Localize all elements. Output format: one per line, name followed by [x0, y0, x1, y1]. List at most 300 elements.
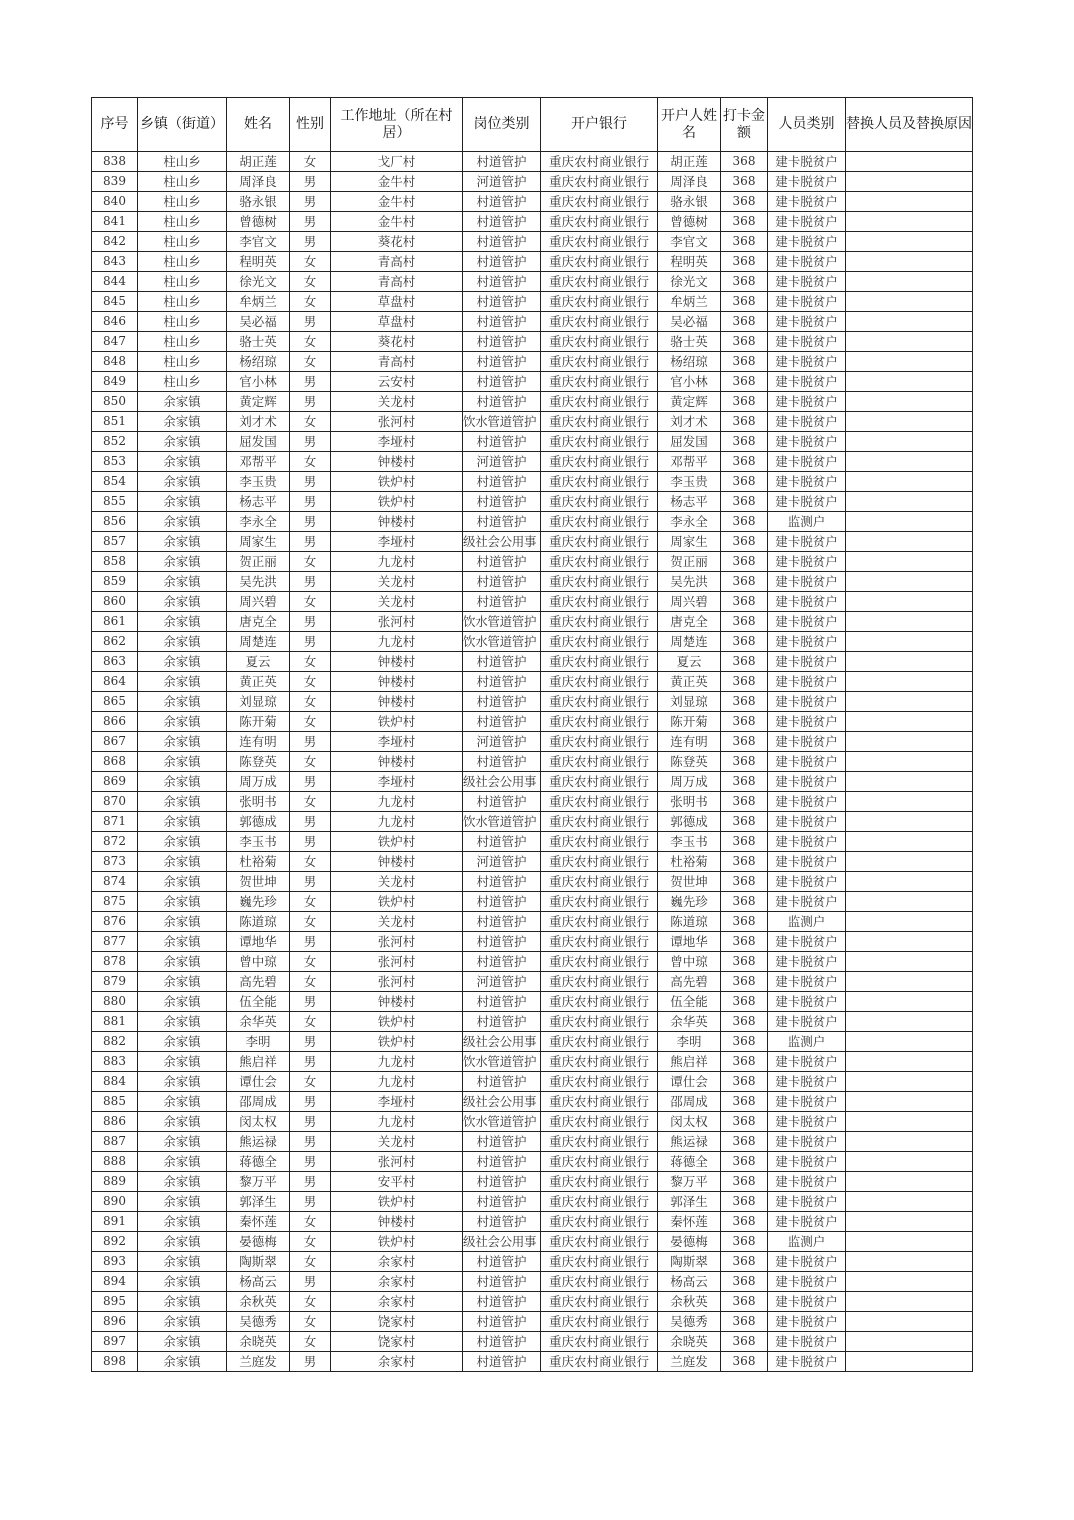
name-cell: 张明书 [227, 792, 290, 812]
table-row [92, 352, 973, 372]
work-address-cell: 云安村 [331, 372, 463, 392]
work-address-cell: 钟楼村 [331, 992, 463, 1012]
person-type-cell: 建卡脱贫户 [768, 1192, 846, 1212]
gender-cell: 女 [290, 292, 331, 312]
name-cell: 黎万平 [227, 1172, 290, 1192]
post-type-cell: 村道管护 [463, 872, 541, 892]
name-cell: 杨志平 [227, 492, 290, 512]
table-row [92, 472, 973, 492]
gender-cell: 男 [290, 532, 331, 552]
amount-cell: 368 [721, 732, 768, 752]
account-holder-cell: 熊启祥 [658, 1052, 721, 1072]
table-row [92, 312, 973, 332]
name-cell: 杨高云 [227, 1272, 290, 1292]
gender-cell: 女 [290, 412, 331, 432]
table-row [92, 1192, 973, 1212]
name-cell: 熊启祥 [227, 1052, 290, 1072]
replacement-cell [846, 172, 973, 192]
gender-cell: 女 [290, 1252, 331, 1272]
name-cell: 谭地华 [227, 932, 290, 952]
gender-cell: 男 [290, 1192, 331, 1212]
township-cell: 余家镇 [138, 852, 227, 872]
index-cell: 842 [92, 232, 138, 252]
township-cell: 柱山乡 [138, 292, 227, 312]
replacement-cell [846, 512, 973, 532]
account-holder-cell: 贺正丽 [658, 552, 721, 572]
post-type-cell: 村道管护 [463, 352, 541, 372]
bank-cell: 重庆农村商业银行 [541, 1072, 658, 1092]
township-cell: 余家镇 [138, 912, 227, 932]
index-cell: 841 [92, 212, 138, 232]
replacement-cell [846, 432, 973, 452]
replacement-cell [846, 1012, 973, 1032]
township-cell: 余家镇 [138, 612, 227, 632]
gender-cell: 女 [290, 1312, 331, 1332]
person-type-cell: 建卡脱贫户 [768, 1152, 846, 1172]
person-type-cell: 建卡脱贫户 [768, 312, 846, 332]
account-holder-cell: 兰庭发 [658, 1352, 721, 1372]
amount-cell: 368 [721, 852, 768, 872]
index-cell: 847 [92, 332, 138, 352]
work-address-cell: 钟楼村 [331, 752, 463, 772]
bank-cell: 重庆农村商业银行 [541, 552, 658, 572]
table-row [92, 952, 973, 972]
table-row [92, 1092, 973, 1112]
replacement-cell [846, 1232, 973, 1252]
account-holder-cell: 张明书 [658, 792, 721, 812]
work-address-cell: 钟楼村 [331, 672, 463, 692]
bank-cell: 重庆农村商业银行 [541, 712, 658, 732]
name-cell: 郭泽生 [227, 1192, 290, 1212]
account-holder-cell: 周万成 [658, 772, 721, 792]
post-type-cell: 村道管护 [463, 1152, 541, 1172]
work-address-cell: 铁炉村 [331, 1232, 463, 1252]
person-type-cell: 建卡脱贫户 [768, 672, 846, 692]
person-type-cell: 建卡脱贫户 [768, 712, 846, 732]
township-cell: 余家镇 [138, 552, 227, 572]
table-row [92, 812, 973, 832]
work-address-cell: 余家村 [331, 1272, 463, 1292]
replacement-cell [846, 1112, 973, 1132]
table-row [92, 912, 973, 932]
table-row [92, 572, 973, 592]
amount-cell: 368 [721, 512, 768, 532]
header-col-bank: 开户银行 [541, 98, 658, 152]
account-holder-cell: 黄定辉 [658, 392, 721, 412]
work-address-cell: 金牛村 [331, 212, 463, 232]
gender-cell: 女 [290, 1072, 331, 1092]
bank-cell: 重庆农村商业银行 [541, 352, 658, 372]
post-type-cell: 河道管护 [463, 452, 541, 472]
person-type-cell: 建卡脱贫户 [768, 812, 846, 832]
replacement-cell [846, 532, 973, 552]
account-holder-cell: 周兴碧 [658, 592, 721, 612]
name-cell: 秦怀莲 [227, 1212, 290, 1232]
work-address-cell: 铁炉村 [331, 832, 463, 852]
name-cell: 李明 [227, 1032, 290, 1052]
gender-cell: 男 [290, 1152, 331, 1172]
amount-cell: 368 [721, 272, 768, 292]
post-type-cell: 级社会公用事 [463, 1092, 541, 1112]
bank-cell: 重庆农村商业银行 [541, 832, 658, 852]
account-holder-cell: 蒋德全 [658, 1152, 721, 1172]
bank-cell: 重庆农村商业银行 [541, 172, 658, 192]
person-type-cell: 建卡脱贫户 [768, 1112, 846, 1132]
replacement-cell [846, 792, 973, 812]
table-row [92, 412, 973, 432]
work-address-cell: 张河村 [331, 1152, 463, 1172]
person-type-cell: 建卡脱贫户 [768, 1212, 846, 1232]
index-cell: 855 [92, 492, 138, 512]
index-cell: 871 [92, 812, 138, 832]
gender-cell: 男 [290, 832, 331, 852]
account-holder-cell: 曾德树 [658, 212, 721, 232]
post-type-cell: 级社会公用事 [463, 772, 541, 792]
table-row [92, 692, 973, 712]
replacement-cell [846, 492, 973, 512]
gender-cell: 男 [290, 512, 331, 532]
post-type-cell: 村道管护 [463, 1192, 541, 1212]
person-type-cell: 建卡脱贫户 [768, 392, 846, 412]
index-cell: 882 [92, 1032, 138, 1052]
index-cell: 878 [92, 952, 138, 972]
gender-cell: 男 [290, 232, 331, 252]
table-row [92, 1332, 973, 1352]
index-cell: 892 [92, 1232, 138, 1252]
replacement-cell [846, 472, 973, 492]
post-type-cell: 村道管护 [463, 792, 541, 812]
index-cell: 843 [92, 252, 138, 272]
work-address-cell: 安平村 [331, 1172, 463, 1192]
gender-cell: 女 [290, 792, 331, 812]
bank-cell: 重庆农村商业银行 [541, 632, 658, 652]
work-address-cell: 钟楼村 [331, 652, 463, 672]
index-cell: 884 [92, 1072, 138, 1092]
person-type-cell: 建卡脱贫户 [768, 212, 846, 232]
header-col-post-type: 岗位类别 [463, 98, 541, 152]
post-type-cell: 村道管护 [463, 932, 541, 952]
account-holder-cell: 余晓英 [658, 1332, 721, 1352]
gender-cell: 男 [290, 312, 331, 332]
gender-cell: 女 [290, 752, 331, 772]
post-type-cell: 村道管护 [463, 1292, 541, 1312]
account-holder-cell: 谭地华 [658, 932, 721, 952]
gender-cell: 男 [290, 432, 331, 452]
bank-cell: 重庆农村商业银行 [541, 872, 658, 892]
replacement-cell [846, 812, 973, 832]
gender-cell: 女 [290, 852, 331, 872]
gender-cell: 男 [290, 812, 331, 832]
amount-cell: 368 [721, 1132, 768, 1152]
township-cell: 余家镇 [138, 892, 227, 912]
person-type-cell: 建卡脱贫户 [768, 152, 846, 172]
gender-cell: 男 [290, 772, 331, 792]
work-address-cell: 钟楼村 [331, 692, 463, 712]
work-address-cell: 钟楼村 [331, 452, 463, 472]
amount-cell: 368 [721, 812, 768, 832]
work-address-cell: 钟楼村 [331, 512, 463, 532]
person-type-cell: 建卡脱贫户 [768, 972, 846, 992]
index-cell: 860 [92, 592, 138, 612]
post-type-cell: 村道管护 [463, 152, 541, 172]
person-type-cell: 建卡脱贫户 [768, 292, 846, 312]
name-cell: 闵太权 [227, 1112, 290, 1132]
replacement-cell [846, 752, 973, 772]
bank-cell: 重庆农村商业银行 [541, 532, 658, 552]
name-cell: 郭德成 [227, 812, 290, 832]
account-holder-cell: 胡正莲 [658, 152, 721, 172]
account-holder-cell: 刘显琼 [658, 692, 721, 712]
name-cell: 刘才术 [227, 412, 290, 432]
name-cell: 李玉书 [227, 832, 290, 852]
township-cell: 余家镇 [138, 972, 227, 992]
account-holder-cell: 吴德秀 [658, 1312, 721, 1332]
replacement-cell [846, 1312, 973, 1332]
table-row [92, 972, 973, 992]
gender-cell: 男 [290, 632, 331, 652]
post-type-cell: 河道管护 [463, 732, 541, 752]
name-cell: 杜裕菊 [227, 852, 290, 872]
work-address-cell: 关龙村 [331, 912, 463, 932]
table-row [92, 1012, 973, 1032]
table-row [92, 1212, 973, 1232]
bank-cell: 重庆农村商业银行 [541, 972, 658, 992]
person-type-cell: 建卡脱贫户 [768, 992, 846, 1012]
name-cell: 连有明 [227, 732, 290, 752]
index-cell: 839 [92, 172, 138, 192]
index-cell: 870 [92, 792, 138, 812]
person-type-cell: 建卡脱贫户 [768, 692, 846, 712]
account-holder-cell: 周家生 [658, 532, 721, 552]
gender-cell: 男 [290, 1352, 331, 1372]
person-type-cell: 建卡脱贫户 [768, 1072, 846, 1092]
post-type-cell: 河道管护 [463, 172, 541, 192]
work-address-cell: 戈厂村 [331, 152, 463, 172]
replacement-cell [846, 612, 973, 632]
person-type-cell: 建卡脱贫户 [768, 612, 846, 632]
replacement-cell [846, 452, 973, 472]
post-type-cell: 饮水管道管护 [463, 632, 541, 652]
township-cell: 余家镇 [138, 1132, 227, 1152]
name-cell: 吴先洪 [227, 572, 290, 592]
index-cell: 869 [92, 772, 138, 792]
table-row [92, 1172, 973, 1192]
index-cell: 888 [92, 1152, 138, 1172]
replacement-cell [846, 1292, 973, 1312]
post-type-cell: 村道管护 [463, 992, 541, 1012]
table-row [92, 632, 973, 652]
amount-cell: 368 [721, 1072, 768, 1092]
bank-cell: 重庆农村商业银行 [541, 1092, 658, 1112]
name-cell: 吴必福 [227, 312, 290, 332]
township-cell: 余家镇 [138, 1212, 227, 1232]
work-address-cell: 张河村 [331, 952, 463, 972]
bank-cell: 重庆农村商业银行 [541, 1152, 658, 1172]
work-address-cell: 铁炉村 [331, 1012, 463, 1032]
replacement-cell [846, 772, 973, 792]
name-cell: 周万成 [227, 772, 290, 792]
index-cell: 857 [92, 532, 138, 552]
amount-cell: 368 [721, 712, 768, 732]
post-type-cell: 村道管护 [463, 1172, 541, 1192]
gender-cell: 女 [290, 1232, 331, 1252]
account-holder-cell: 郭德成 [658, 812, 721, 832]
gender-cell: 男 [290, 1272, 331, 1292]
table-body [92, 152, 973, 1372]
name-cell: 蒋德全 [227, 1152, 290, 1172]
index-cell: 838 [92, 152, 138, 172]
table-row [92, 992, 973, 1012]
header-col-township: 乡镇（街道） [138, 98, 227, 152]
name-cell: 李永全 [227, 512, 290, 532]
person-type-cell: 建卡脱贫户 [768, 652, 846, 672]
amount-cell: 368 [721, 152, 768, 172]
gender-cell: 男 [290, 612, 331, 632]
account-holder-cell: 李玉书 [658, 832, 721, 852]
table-row [92, 292, 973, 312]
name-cell: 周泽良 [227, 172, 290, 192]
post-type-cell: 饮水管道管护 [463, 1052, 541, 1072]
gender-cell: 男 [290, 572, 331, 592]
work-address-cell: 铁炉村 [331, 1192, 463, 1212]
name-cell: 陈开菊 [227, 712, 290, 732]
table-row [92, 452, 973, 472]
post-type-cell: 级社会公用事 [463, 532, 541, 552]
index-cell: 861 [92, 612, 138, 632]
township-cell: 余家镇 [138, 672, 227, 692]
amount-cell: 368 [721, 1312, 768, 1332]
amount-cell: 368 [721, 652, 768, 672]
gender-cell: 男 [290, 192, 331, 212]
township-cell: 余家镇 [138, 792, 227, 812]
table-row [92, 532, 973, 552]
township-cell: 余家镇 [138, 932, 227, 952]
account-holder-cell: 曾中琼 [658, 952, 721, 972]
replacement-cell [846, 1212, 973, 1232]
work-address-cell: 铁炉村 [331, 472, 463, 492]
bank-cell: 重庆农村商业银行 [541, 212, 658, 232]
post-type-cell: 村道管护 [463, 912, 541, 932]
amount-cell: 368 [721, 952, 768, 972]
work-address-cell: 葵花村 [331, 332, 463, 352]
amount-cell: 368 [721, 1332, 768, 1352]
index-cell: 880 [92, 992, 138, 1012]
township-cell: 余家镇 [138, 1092, 227, 1112]
replacement-cell [846, 972, 973, 992]
table-row [92, 212, 973, 232]
bank-cell: 重庆农村商业银行 [541, 752, 658, 772]
person-type-cell: 建卡脱贫户 [768, 1272, 846, 1292]
replacement-cell [846, 692, 973, 712]
township-cell: 余家镇 [138, 592, 227, 612]
person-type-cell: 建卡脱贫户 [768, 752, 846, 772]
township-cell: 余家镇 [138, 392, 227, 412]
index-cell: 848 [92, 352, 138, 372]
gender-cell: 男 [290, 372, 331, 392]
gender-cell: 女 [290, 1292, 331, 1312]
name-cell: 巍先珍 [227, 892, 290, 912]
replacement-cell [846, 1092, 973, 1112]
table-row [92, 752, 973, 772]
table-row [92, 1352, 973, 1372]
account-holder-cell: 高先碧 [658, 972, 721, 992]
township-cell: 柱山乡 [138, 192, 227, 212]
account-holder-cell: 伍全能 [658, 992, 721, 1012]
index-cell: 863 [92, 652, 138, 672]
township-cell: 余家镇 [138, 1072, 227, 1092]
name-cell: 黄定辉 [227, 392, 290, 412]
table-row [92, 492, 973, 512]
replacement-cell [846, 932, 973, 952]
amount-cell: 368 [721, 1012, 768, 1032]
table-row [92, 1272, 973, 1292]
person-type-cell: 建卡脱贫户 [768, 832, 846, 852]
replacement-cell [846, 1332, 973, 1352]
amount-cell: 368 [721, 672, 768, 692]
table-row [92, 552, 973, 572]
name-cell: 邓帮平 [227, 452, 290, 472]
amount-cell: 368 [721, 492, 768, 512]
person-type-cell: 建卡脱贫户 [768, 892, 846, 912]
township-cell: 余家镇 [138, 812, 227, 832]
name-cell: 伍全能 [227, 992, 290, 1012]
bank-cell: 重庆农村商业银行 [541, 1252, 658, 1272]
account-holder-cell: 李明 [658, 1032, 721, 1052]
replacement-cell [846, 312, 973, 332]
header-col-index: 序号 [92, 98, 138, 152]
name-cell: 陈道琼 [227, 912, 290, 932]
account-holder-cell: 余秋英 [658, 1292, 721, 1312]
work-address-cell: 饶家村 [331, 1332, 463, 1352]
bank-cell: 重庆农村商业银行 [541, 1192, 658, 1212]
replacement-cell [846, 872, 973, 892]
amount-cell: 368 [721, 612, 768, 632]
amount-cell: 368 [721, 1052, 768, 1072]
table-row [92, 432, 973, 452]
replacement-cell [846, 352, 973, 372]
account-holder-cell: 官小林 [658, 372, 721, 392]
township-cell: 柱山乡 [138, 272, 227, 292]
name-cell: 兰庭发 [227, 1352, 290, 1372]
bank-cell: 重庆农村商业银行 [541, 692, 658, 712]
bank-cell: 重庆农村商业银行 [541, 792, 658, 812]
bank-cell: 重庆农村商业银行 [541, 1212, 658, 1232]
replacement-cell [846, 592, 973, 612]
replacement-cell [846, 892, 973, 912]
work-address-cell: 九龙村 [331, 1052, 463, 1072]
index-cell: 872 [92, 832, 138, 852]
township-cell: 余家镇 [138, 432, 227, 452]
person-type-cell: 建卡脱贫户 [768, 592, 846, 612]
township-cell: 柱山乡 [138, 212, 227, 232]
post-type-cell: 村道管护 [463, 392, 541, 412]
work-address-cell: 草盘村 [331, 312, 463, 332]
replacement-cell [846, 212, 973, 232]
bank-cell: 重庆农村商业银行 [541, 372, 658, 392]
post-type-cell: 村道管护 [463, 332, 541, 352]
bank-cell: 重庆农村商业银行 [541, 292, 658, 312]
person-type-cell: 建卡脱贫户 [768, 432, 846, 452]
account-holder-cell: 巍先珍 [658, 892, 721, 912]
table-row [92, 592, 973, 612]
work-address-cell: 余家村 [331, 1352, 463, 1372]
post-type-cell: 村道管护 [463, 1252, 541, 1272]
township-cell: 余家镇 [138, 1152, 227, 1172]
post-type-cell: 饮水管道管护 [463, 412, 541, 432]
work-address-cell: 铁炉村 [331, 892, 463, 912]
bank-cell: 重庆农村商业银行 [541, 252, 658, 272]
name-cell: 吴德秀 [227, 1312, 290, 1332]
